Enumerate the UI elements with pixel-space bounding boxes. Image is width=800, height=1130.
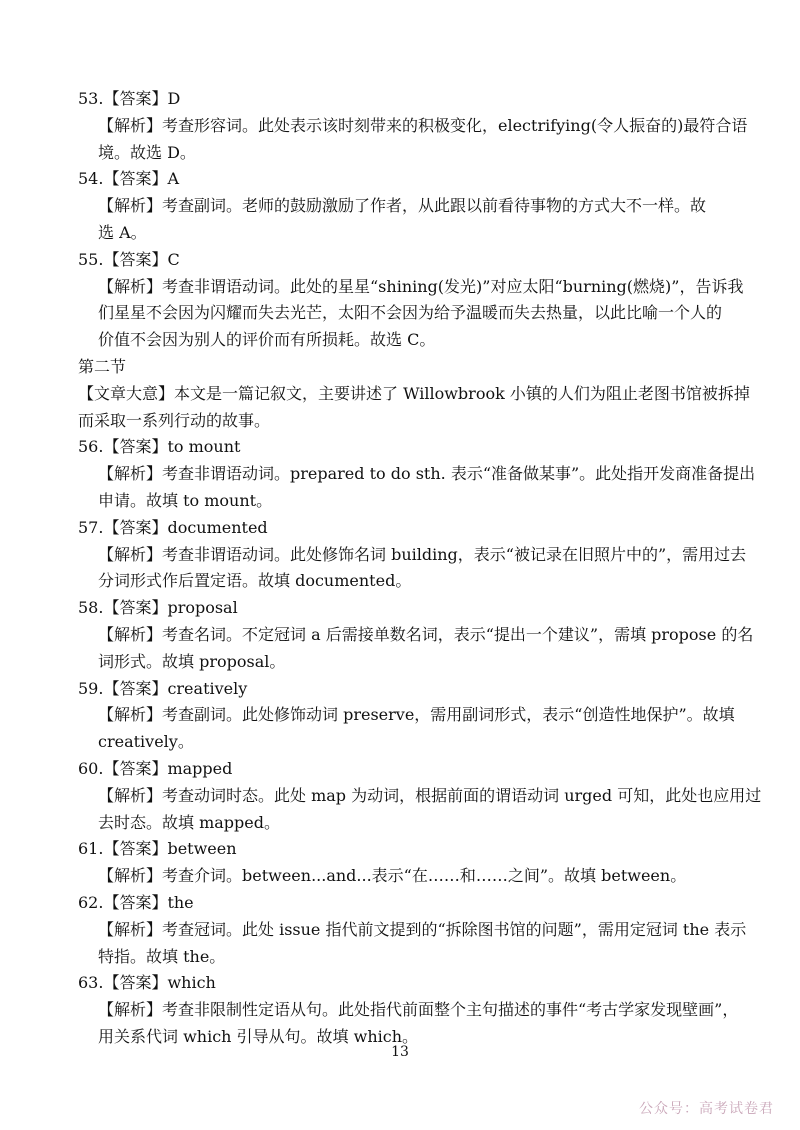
answer-item <box>78 890 747 970</box>
analysis-line: 分词形式作后置定语。故填 documented。 <box>98 571 412 591</box>
analysis-line: 【解析】考查非谓语动词。此处修饰名词 building，表示“被记录在旧照片中的”，需用过去 <box>98 544 747 564</box>
answer-item <box>78 676 735 756</box>
analysis-line: 【解析】考查动词时态。此处 map 为动词，根据前面的谓语动词 urged 可知，此处也应用过 <box>98 785 762 805</box>
summary-line: 而采取一系列行动的故事。 <box>78 410 271 430</box>
analysis-line: 选 A。 <box>98 222 147 242</box>
analysis-line: 特指。故填 the。 <box>98 946 226 966</box>
analysis-line: 【解析】考查非限制性定语从句。此处指代前面整个主句描述的事件“考古学家发现壁画”， <box>98 1000 739 1020</box>
answer-line: 60.【答案】mapped <box>78 758 233 778</box>
page-number: 13 <box>391 1044 409 1060</box>
answer-line: 58.【答案】proposal <box>78 598 238 618</box>
analysis-line: 【解析】考查副词。此处修饰动词 preserve，需用副词形式，表示“创造性地保护”。故填 <box>98 705 735 725</box>
answer-line: 53.【答案】D <box>78 89 181 108</box>
answer-item <box>78 836 728 890</box>
analysis-line: 【解析】考查非谓语动词。此处的星星“shining(发光)”对应太阳“burning(燃烧)”，告诉我 <box>98 276 744 296</box>
answer-line: 56.【答案】to mount <box>78 437 241 457</box>
summary-line: 【文章大意】本文是一篇记叙文，主要讲述了 Willowbrook 小镇的人们为阻止老图书馆被拆掉 <box>78 383 750 403</box>
analysis-line: 价值不会因为别人的评价而有所损耗。故选 C。 <box>98 330 436 350</box>
watermark-text: 公众号：高考试卷君 <box>639 1101 774 1117</box>
analysis-line: 【解析】考查名词。不定冠词 a 后需接单数名词，表示“提出一个建议”，需填 propose 的名 <box>98 624 754 644</box>
analysis-line: 申请。故填 to mount。 <box>98 490 273 510</box>
analysis-line: 们星星不会因为闪耀而失去光芒，太阳不会因为给予温暖而失去热量，以此比喻一个人的 <box>98 303 723 323</box>
analysis-line: 【解析】考查冠词。此处 issue 指代前文提到的“拆除图书馆的问题”，需用定冠词 the 表示 <box>98 919 747 939</box>
answer-line: 62.【答案】the <box>78 892 194 912</box>
analysis-line: creatively。 <box>98 732 194 752</box>
analysis-line: 用关系代词 which 引导从句。故填 which。 <box>98 1026 419 1046</box>
analysis-line: 【解析】考查非谓语动词。prepared to do sth. 表示“准备做某事”。此处指开发商准备提出 <box>98 464 756 484</box>
answer-content <box>78 86 762 1051</box>
answer-item <box>78 756 762 836</box>
analysis-line: 词形式。故填 proposal。 <box>98 651 286 671</box>
answer-line: 63.【答案】which <box>78 973 216 993</box>
answer-item <box>78 434 756 514</box>
answer-item <box>78 970 739 1050</box>
analysis-line: 【解析】考查介词。between...and...表示“在……和……之间”。故填 between。 <box>98 866 687 886</box>
answer-item <box>78 595 754 675</box>
analysis-line: 【解析】考查形容词。此处表示该时刻带来的积极变化，electrifying(令人振奋的)最符合语 <box>98 115 748 135</box>
analysis-line: 去时态。故填 mapped。 <box>98 812 280 832</box>
answer-line: 59.【答案】creatively <box>78 678 248 698</box>
analysis-line: 【解析】考查副词。老师的鼓励激励了作者，从此跟以前看待事物的方式大不一样。故 <box>98 196 707 216</box>
answer-line: 61.【答案】between <box>78 839 237 859</box>
answer-item <box>78 166 728 246</box>
answer-item <box>78 86 748 166</box>
section-title: 第二节 <box>78 356 127 376</box>
answer-line: 57.【答案】documented <box>78 517 268 537</box>
analysis-line: 境。故选 D。 <box>98 142 196 162</box>
answer-item <box>78 515 747 595</box>
answer-item <box>78 247 744 354</box>
answer-line: 55.【答案】C <box>78 249 180 269</box>
answer-line: 54.【答案】A <box>78 169 180 189</box>
